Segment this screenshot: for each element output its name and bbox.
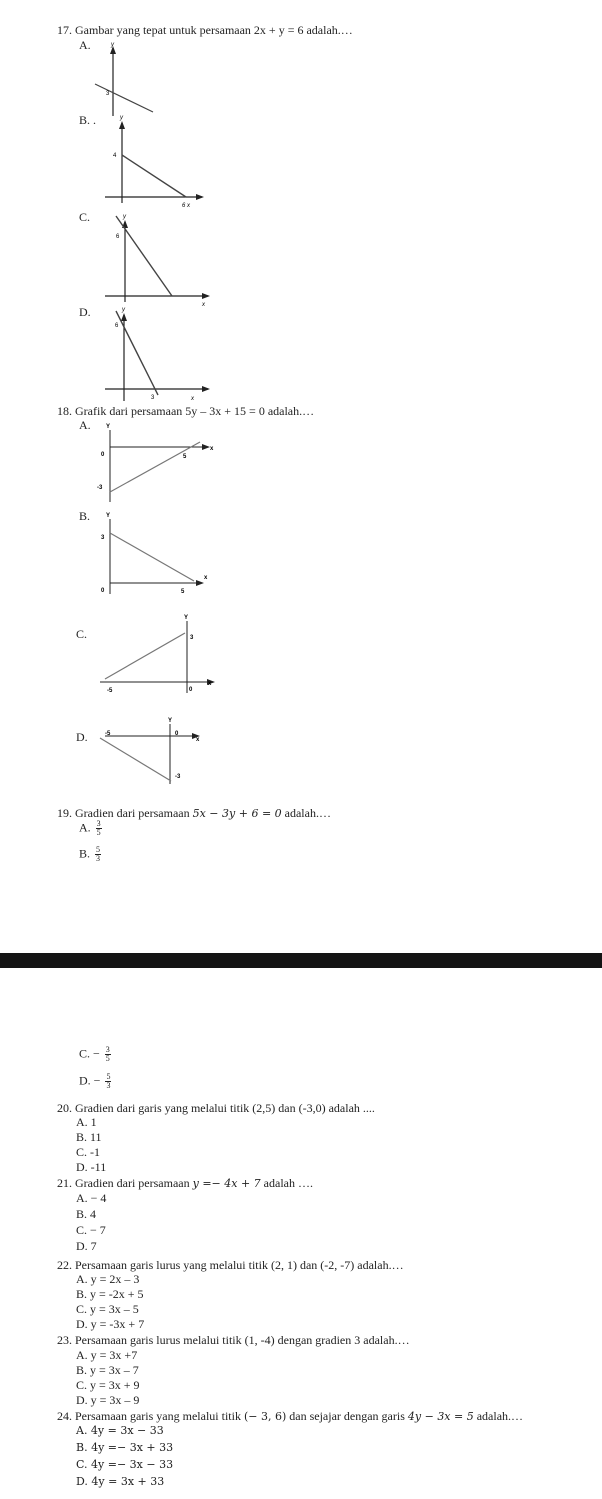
q18b-five: 5 [181,589,185,595]
q18c-origin: 0 [189,687,193,693]
q19-tail: adalah.… [284,806,331,820]
q24-option-d: D. 4y = 3x + 33 [76,1475,165,1488]
q17b-val4: 4 [113,153,117,159]
q18a-five: 5 [183,454,187,460]
q21-equation: y =− 4x + 7 [192,1177,261,1190]
q21-question [57,1176,313,1191]
q18a-origin: 0 [101,452,105,458]
q21-tail: adalah …. [263,1176,313,1190]
q19b-den: 3 [96,854,101,863]
q17-graph-a [95,38,165,118]
q19b-num: 5 [96,845,101,854]
q24-point: (− 3, 6) [243,1410,287,1423]
q20-option-b: B. 11 [76,1130,102,1144]
q22-option-b: B. y = -2x + 5 [76,1287,144,1301]
q20-option-c: C. -1 [76,1145,100,1159]
q17-graph-d [100,303,210,403]
q17d-val3: 3 [151,395,155,401]
q17-option-d-label: D. [79,305,91,319]
q23-option-a: A. y = 3x +7 [76,1348,138,1362]
q21-option-b: B. 4 [76,1207,97,1221]
q18a-x-label: x [210,446,214,452]
q23-question: 23. Persamaan garis lurus melalui titik (1, -4) dengan gradien 3 adalah.… [57,1333,410,1347]
q17c-y-label: y [123,214,126,220]
q19-option-b-fraction [95,846,101,863]
q18c-x-label: x [208,681,212,687]
q19a-num: 3 [96,819,101,828]
q23-option-b: B. y = 3x – 7 [76,1363,139,1377]
q17d-y-label: y [122,307,125,313]
q19d-num: 5 [106,1072,111,1081]
q19-option-a-fraction [96,820,102,837]
q24-question [57,1409,523,1424]
q21-text: 21. Gradien dari persamaan [57,1176,190,1190]
q17a-y-label: y [111,42,114,48]
q18d-m3: -3 [175,774,181,780]
q17b-x-label: 6 x [182,203,191,209]
q18-option-a-label: A. [79,418,91,432]
q18-option-d-label: D. [76,730,88,744]
q18-graph-a [90,420,215,505]
q19c-den: 5 [105,1054,110,1063]
q18d-origin: 0 [175,731,179,737]
q18a-y-label: Y [106,424,111,430]
q22-option-c: C. y = 3x – 5 [76,1302,139,1316]
q19-option-c [79,1046,111,1063]
q19-text: 19. Gradien dari persamaan [57,806,190,820]
q23-option-c: C. y = 3x + 9 [76,1378,140,1392]
q24-text: 24. Persamaan garis yang melalui titik [57,1409,241,1423]
q19-option-d-sign: − [93,1073,101,1088]
q19d-den: 3 [106,1081,111,1090]
q18a-m3: -3 [97,485,103,491]
q18b-y-label: Y [106,513,111,519]
q17-graph-b [100,113,205,208]
q17a-val: 3 [106,91,110,97]
q20-option-a: A. 1 [76,1115,97,1129]
q19-option-c-sign: − [93,1046,100,1061]
q18-option-c-label: C. [76,627,88,641]
q18c-m5: -5 [107,688,113,694]
q17-question: 17. Gambar yang tepat untuk persamaan 2x + y = 6 adalah.… [57,23,353,37]
q23-option-d: D. y = 3x – 9 [76,1393,140,1407]
q22-option-d: D. y = -3x + 7 [76,1317,145,1331]
q19-option-a [79,820,102,837]
q19-option-c-fraction [105,1046,111,1063]
q19c-num: 3 [105,1045,110,1054]
q18c-three: 3 [190,635,194,641]
q18d-x-label: x [196,737,200,743]
q24-tail: adalah.… [476,1409,524,1423]
q19-option-b-label: B. [79,846,91,861]
q18-question: 18. Grafik dari persamaan 5y – 3x + 15 = 0 adalah.… [57,404,315,418]
q24-mid: dan sejajar dengan garis [289,1409,405,1423]
q18d-m5: -5 [105,731,111,737]
q18-graph-c [95,609,220,699]
q17b-y-label: y [120,115,123,121]
q19-equation: 5x − 3y + 6 = 0 [192,807,282,820]
q24-option-a: A. 4y = 3x − 33 [76,1424,164,1437]
q22-option-a: A. y = 2x – 3 [76,1272,140,1286]
q19-option-c-label: C. [79,1046,91,1061]
q19a-den: 5 [96,828,101,837]
q17-option-b-label: B. . [79,113,97,127]
q19-option-d [79,1073,111,1090]
q19-option-a-label: A. [79,820,91,835]
q17d-val6: 6 [115,323,119,329]
q18b-origin: 0 [101,588,105,594]
q21-option-c: C. − 7 [76,1223,106,1237]
q18b-x-label: x [204,575,208,581]
q17-option-c-label: C. [79,210,91,224]
q22-question: 22. Persamaan garis lurus yang melalui titik (2, 1) dan (-2, -7) adalah.… [57,1258,404,1272]
q19-option-d-label: D. [79,1073,91,1088]
q21-option-a: A. − 4 [76,1191,107,1205]
q18-graph-d [95,716,215,796]
q24-option-c: C. 4y =− 3x − 33 [76,1458,174,1471]
q24-equation: 4y − 3x = 5 [407,1410,474,1423]
q18-option-b-label: B. [79,509,91,523]
q18c-y-label: Y [184,615,189,621]
q17c-val6: 6 [116,234,120,240]
q17-option-a-label: A. [79,38,91,52]
q21-option-d: D. 7 [76,1239,97,1253]
page-separator [0,953,602,968]
q19-option-d-fraction [105,1073,111,1090]
q20-question: 20. Gradien dari garis yang melalui titik (2,5) dan (-3,0) adalah .... [57,1101,375,1115]
q17c-x-label: x [202,302,205,308]
q20-option-d: D. -11 [76,1160,107,1174]
q18-graph-b [90,509,215,599]
q17-graph-c [100,210,210,308]
q17d-x-label: x [191,396,194,402]
q19-option-b [79,846,101,863]
q18d-y-label: Y [168,718,173,724]
q18b-three: 3 [101,535,105,541]
q24-option-b: B. 4y =− 3x + 33 [76,1441,174,1454]
